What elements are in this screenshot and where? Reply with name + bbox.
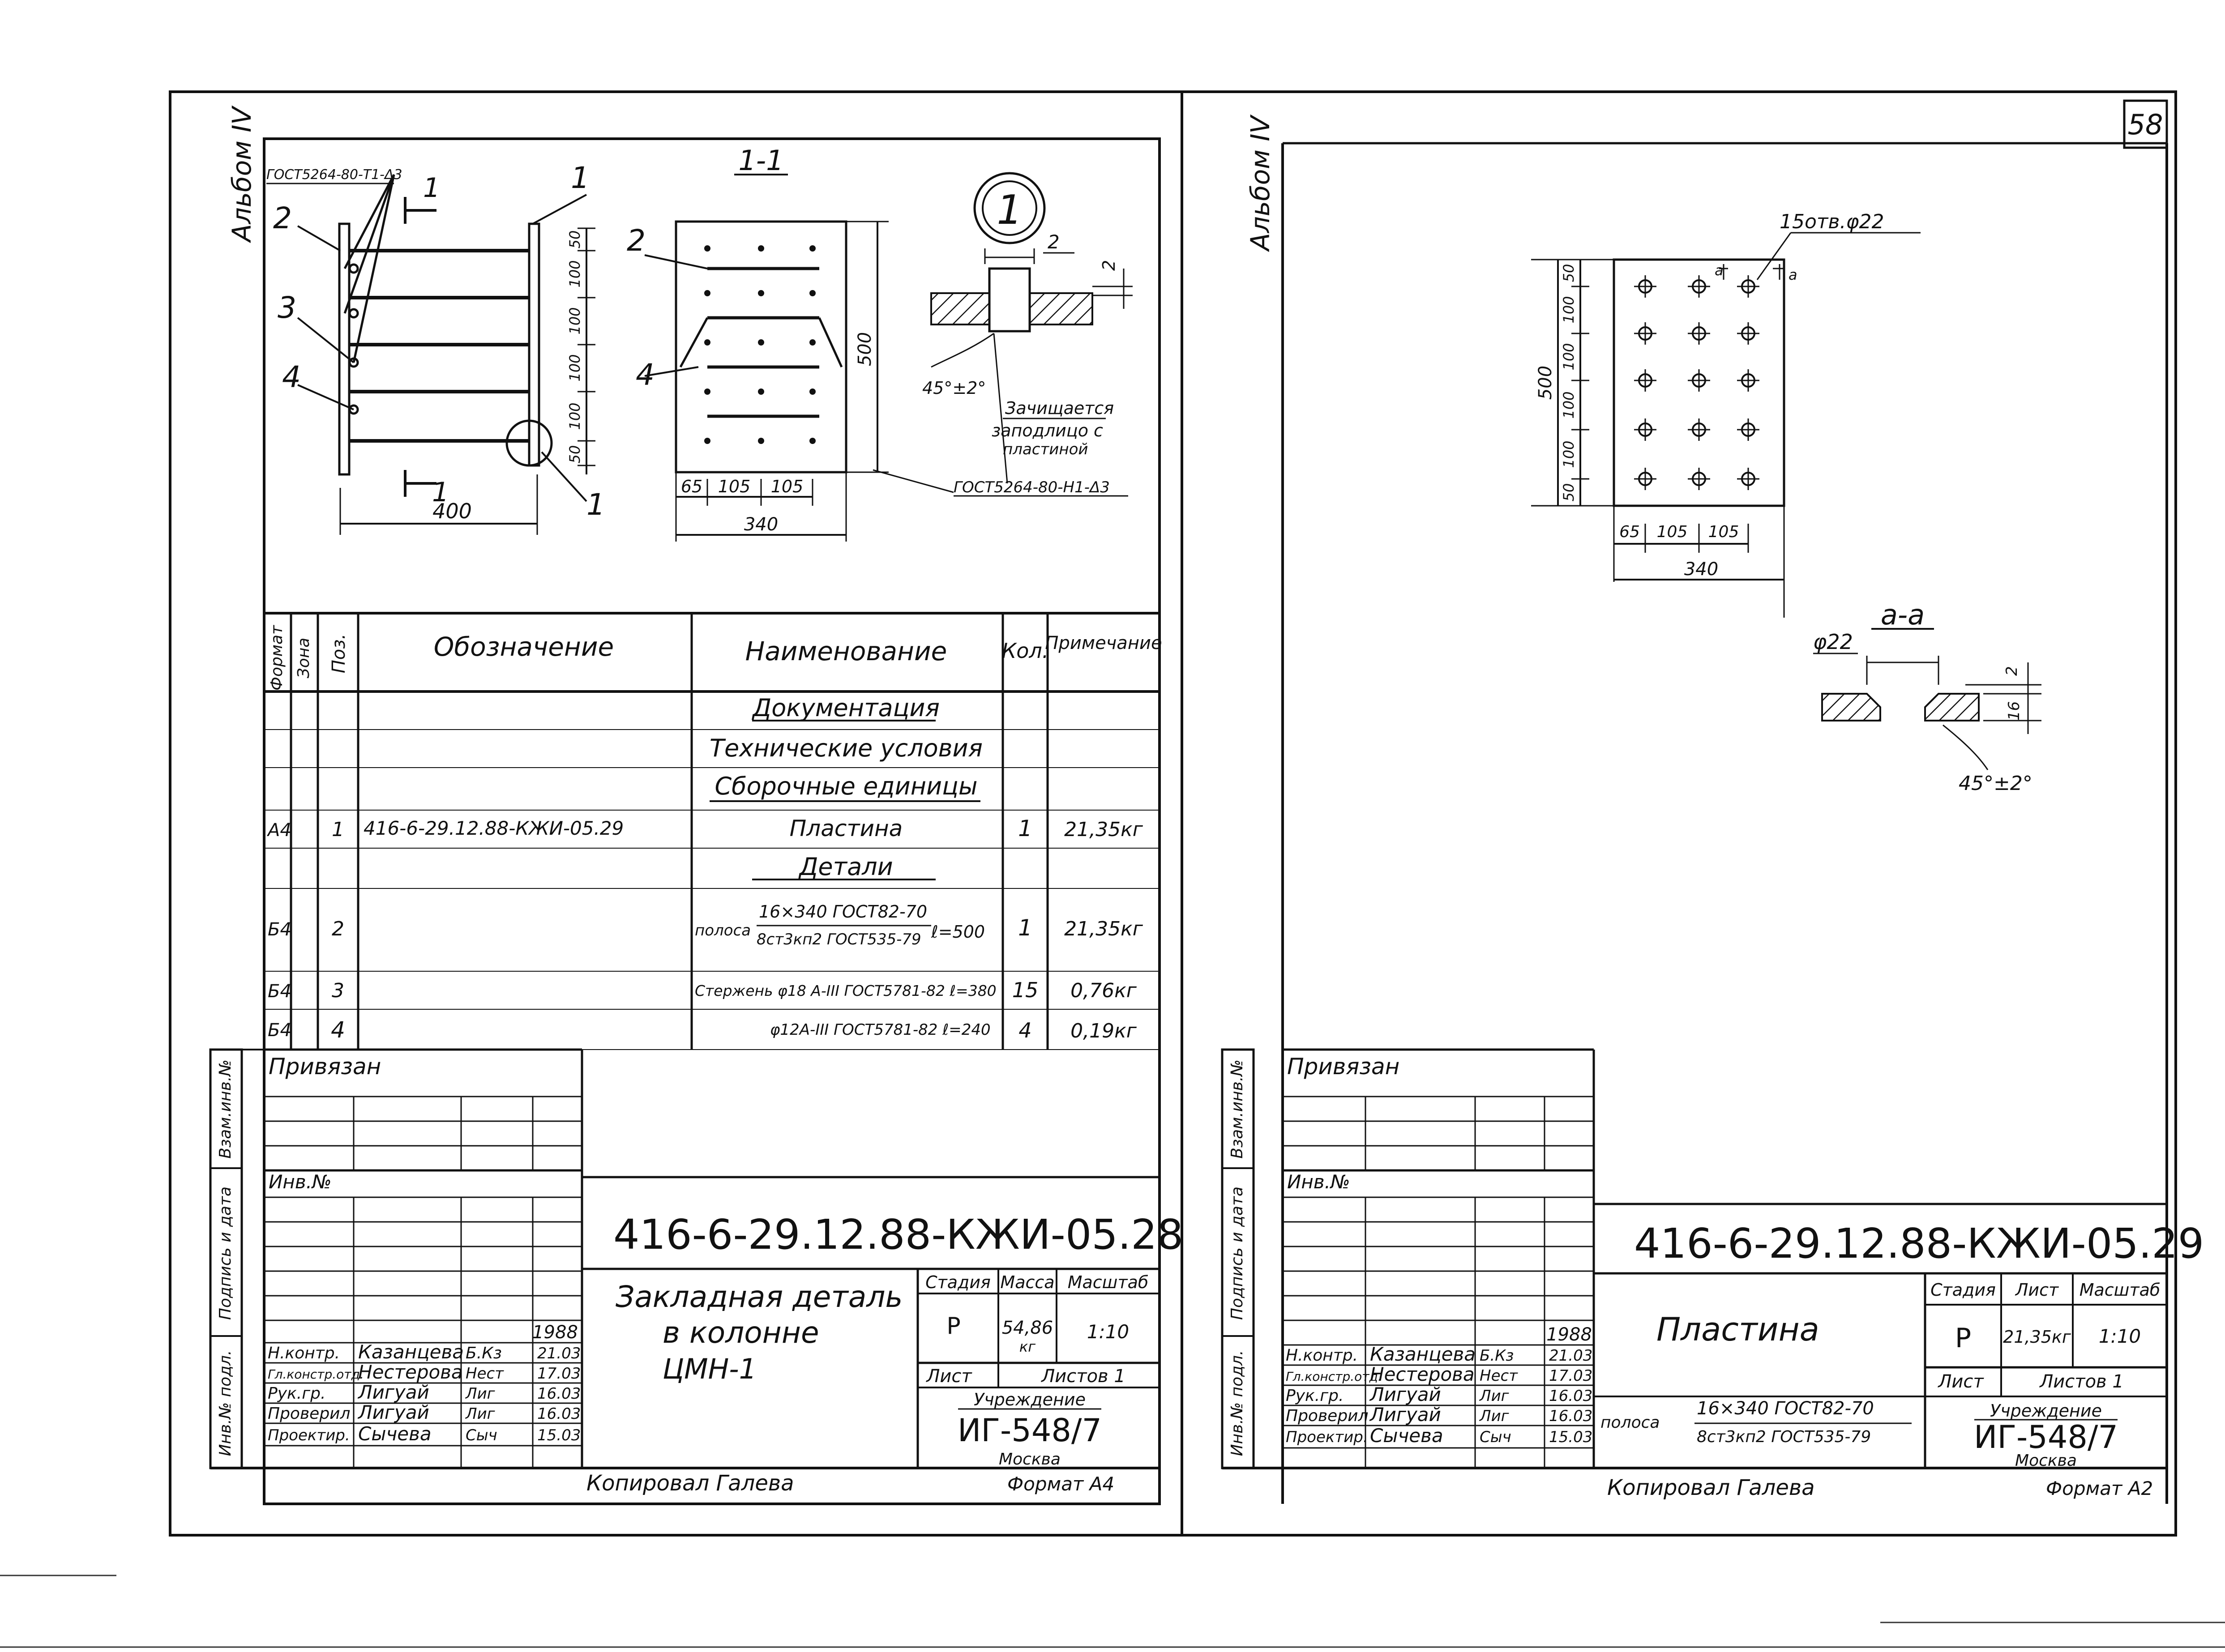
pos-label-4: 4 (282, 360, 301, 394)
row1-name: Пластина (789, 815, 903, 841)
section-dim-105b: 105 (770, 477, 804, 496)
right-scale-header: Масштаб (2079, 1280, 2161, 1300)
left-staff-0-role: Н.контр. (268, 1344, 340, 1362)
right-staff-3-role: Проверил (1286, 1407, 1369, 1425)
mark-a-right: а (1789, 266, 1797, 283)
left-staff-rows (268, 1341, 581, 1445)
row3-qty: 15 (1012, 978, 1039, 1002)
row2-name-top: 16×340 ГОСТ82-70 (759, 902, 928, 922)
right-sheet-header: Лист (2015, 1280, 2059, 1300)
dim-v-2: 100 (566, 307, 583, 335)
weld-note-bottom: ГОСТ5264-80-Н1-Δ3 (954, 478, 1110, 496)
right-stage-header: Стадия (1930, 1280, 1996, 1300)
right-material-prefix: полоса (1600, 1413, 1660, 1432)
row1-designation: 416-6-29.12.88-КЖИ-05.29 (364, 817, 624, 839)
left-staff-0-date: 21.03 (537, 1345, 581, 1362)
right-org: ИГ-548/7 (1973, 1419, 2118, 1456)
section-dim-340: 340 (744, 514, 779, 535)
sec-tech-conditions: Технические условия (709, 734, 983, 762)
row4-name: φ12А-III ГОСТ5781-82 ℓ=240 (770, 1021, 991, 1039)
row2-pos: 2 (332, 918, 344, 940)
spec-row-2 (268, 902, 1143, 948)
right-inv-no: Инв.№ (1287, 1171, 1350, 1193)
left-album-label: Альбом IV (227, 107, 257, 242)
right-staff-4-sign: Сыч (1480, 1428, 1511, 1446)
right-material-top: 16×340 ГОСТ82-70 (1697, 1398, 1874, 1419)
right-sheets: Листов 1 (2040, 1371, 2124, 1392)
detail-note-3: пластиной (1003, 440, 1088, 458)
left-staff-1-role: Гл.констр.отд. (268, 1367, 364, 1382)
right-staff-3-name: Лигуай (1370, 1404, 1441, 1426)
spec-row-3 (268, 978, 1137, 1002)
left-staff-3-sign: Лиг (466, 1405, 495, 1423)
left-copied: Копировал Галева (586, 1471, 794, 1496)
left-staff-3-name: Лигуай (358, 1401, 429, 1423)
right-doc-code: 416-6-29.12.88-КЖИ-05.29 (1634, 1220, 2204, 1268)
plate-view (1531, 210, 1921, 618)
right-staff-3-date: 16.03 (1549, 1407, 1593, 1425)
plate-dim-500: 500 (1535, 365, 1556, 400)
left-mass-unit: кг (1019, 1338, 1036, 1355)
left-mass: 54,86 (1001, 1318, 1053, 1338)
right-title-block (1222, 1050, 2204, 1500)
right-staff-2-name: Лигуай (1370, 1383, 1441, 1405)
plate-dim-v-1: 100 (1560, 296, 1577, 324)
left-city: Москва (999, 1450, 1061, 1468)
right-format: Формат А2 (2046, 1477, 2153, 1499)
left-doc-code: 416-6-29.12.88-КЖИ-05.28 (613, 1211, 1184, 1259)
right-staff-2-role: Рук.гр. (1286, 1387, 1344, 1405)
left-sheet (210, 105, 1183, 1504)
plate-dim-v-3: 100 (1560, 391, 1577, 419)
section-mark-top: 1 (423, 172, 441, 204)
left-staff-0-sign: Б.Кз (466, 1344, 502, 1362)
section-dim-500: 500 (855, 332, 875, 367)
sec-assembly: Сборочные единицы (715, 772, 978, 800)
right-album-label: Альбом IV (1245, 115, 1275, 251)
section-pos-2: 2 (627, 223, 646, 258)
row2-name-prefix: полоса (695, 922, 751, 939)
sec-details: Детали (799, 853, 893, 881)
right-mass: 21,35кг (2003, 1327, 2071, 1347)
right-staff-4-role: Проектир. (1286, 1428, 1368, 1446)
left-staff-1-date: 17.03 (537, 1365, 581, 1383)
row4-format: Б4 (268, 1020, 291, 1041)
left-staff-2-role: Рук.гр. (268, 1384, 326, 1403)
left-staff-1-name: Нестерова (358, 1361, 463, 1383)
right-material-bottom: 8ст3кп2 ГОСТ535-79 (1697, 1428, 1871, 1446)
row1-note: 21,35кг (1064, 818, 1143, 841)
row1-pos: 1 (332, 818, 344, 841)
section-dim-105a: 105 (718, 477, 751, 496)
dim-400: 400 (432, 499, 472, 523)
row3-format: Б4 (268, 981, 291, 1002)
row4-pos: 4 (331, 1017, 345, 1043)
right-privyazan: Привязан (1287, 1054, 1400, 1080)
right-org-label: Учреждение (1990, 1401, 2102, 1421)
section-a-a (1813, 598, 2041, 795)
right-side-label-0: Взам.инв.№ (1228, 1059, 1246, 1159)
row4-note: 0,19кг (1070, 1020, 1137, 1042)
section-angle: 45°±2° (1959, 772, 2032, 795)
left-title-2: в колонне (663, 1315, 819, 1350)
left-side-label-2: Инв.№ подл. (216, 1350, 235, 1456)
right-stage: Р (1955, 1323, 1972, 1354)
right-staff-rows (1286, 1343, 1592, 1447)
mark-a-left: а (1715, 262, 1724, 279)
left-staff-4-role: Проектир. (268, 1426, 350, 1444)
left-side-label-1: Подпись и дата (216, 1186, 235, 1320)
left-staff-0-name: Казанцева (358, 1341, 464, 1363)
detail-note-2: заподлицо с (992, 421, 1103, 440)
left-stage-header: Стадия (925, 1272, 991, 1292)
right-side-label-1: Подпись и дата (1228, 1186, 1246, 1320)
left-staff-2-name: Лигуай (358, 1381, 429, 1403)
detail-note-1: Зачищается (1005, 398, 1114, 418)
hdr-zone: Зона (295, 637, 313, 679)
detail-dim-2a: 2 (1048, 231, 1060, 253)
left-staff-1-sign: Нест (466, 1365, 504, 1383)
right-staff-3-sign: Лиг (1480, 1407, 1509, 1425)
pos-label-2: 2 (273, 201, 292, 235)
plate-dim-65: 65 (1619, 523, 1640, 541)
holes-note: 15отв.φ22 (1780, 210, 1884, 233)
row3-pos: 3 (332, 979, 344, 1002)
left-staff-4-sign: Сыч (466, 1426, 497, 1444)
row2-format: Б4 (268, 919, 291, 940)
section-hole-dia: φ22 (1813, 630, 1853, 654)
left-staff-3-role: Проверил (268, 1404, 351, 1423)
left-sheet: Лист (926, 1366, 972, 1387)
right-staff-1-date: 17.03 (1549, 1367, 1593, 1385)
plate-holes (1639, 280, 1754, 485)
row2-name-bottom: 8ст3кп2 ГОСТ535-79 (757, 931, 921, 948)
right-sheet (1222, 114, 2204, 1504)
plate-dim-v-4: 100 (1560, 440, 1577, 468)
left-title-block (210, 1050, 1183, 1496)
row2-qty: 1 (1018, 915, 1032, 941)
left-privyazan: Привязан (269, 1054, 381, 1080)
section-title-1-1: 1-1 (738, 144, 784, 177)
section-dim-2: 2 (2003, 666, 2021, 676)
left-org: ИГ-548/7 (957, 1412, 1102, 1449)
row3-name: Стержень φ18 А-III ГОСТ5781-82 ℓ=380 (695, 982, 997, 999)
left-sheets: Листов 1 (1041, 1366, 1125, 1387)
detail-dim-2b: 2 (1099, 260, 1119, 271)
left-stage: Р (946, 1313, 961, 1340)
right-staff-2-date: 16.03 (1549, 1387, 1593, 1405)
left-staff-2-sign: Лиг (466, 1385, 495, 1403)
row3-note: 0,76кг (1070, 979, 1137, 1002)
right-city: Москва (2015, 1451, 2077, 1470)
plate-dim-105b: 105 (1708, 523, 1739, 541)
right-staff-2-sign: Лиг (1480, 1387, 1509, 1405)
left-staff-4-name: Сычева (358, 1423, 432, 1445)
plate-dim-v-5: 50 (1560, 483, 1577, 502)
right-title: Пластина (1656, 1311, 1819, 1348)
right-staff-0-name: Казанцева (1370, 1343, 1476, 1365)
scan-noise (0, 1575, 2225, 1647)
plate-dim-105a: 105 (1656, 523, 1688, 541)
right-side-label-2: Инв.№ подл. (1228, 1350, 1246, 1456)
right-scale: 1:10 (2098, 1325, 2141, 1347)
row1-format: А4 (268, 820, 291, 841)
plate-dim-340: 340 (1684, 559, 1719, 580)
detail-angle: 45°±2° (922, 378, 986, 398)
left-format: Формат А4 (1007, 1473, 1115, 1495)
plate-dim-v-2: 100 (1560, 343, 1577, 371)
left-title-3: ЦМН-1 (663, 1353, 757, 1385)
spec-row-1 (266, 815, 1143, 841)
section-1-1 (627, 144, 889, 542)
section-mark-bottom: 1 (432, 477, 449, 508)
pos-label-3: 3 (278, 290, 296, 325)
hdr-qty: Кол. (1001, 639, 1049, 663)
section-pos-4: 4 (636, 358, 655, 392)
left-staff-3-date: 16.03 (537, 1405, 581, 1423)
right-staff-1-role: Гл.констр.отд. (1286, 1369, 1382, 1384)
dim-v-5: 50 (566, 445, 583, 464)
sec-documentation: Документация (753, 694, 940, 722)
row1-qty: 1 (1018, 815, 1032, 841)
left-staff-2-date: 16.03 (537, 1385, 581, 1403)
right-staff-0-role: Н.контр. (1286, 1346, 1358, 1365)
right-staff-4-name: Сычева (1370, 1425, 1443, 1447)
left-org-label: Учреждение (974, 1390, 1086, 1409)
left-scale: 1:10 (1087, 1321, 1130, 1343)
section-a-title: а-а (1880, 598, 1925, 631)
right-sheet: Лист (1938, 1371, 1984, 1392)
row2-note: 21,35кг (1064, 918, 1143, 940)
right-staff-1-sign: Нест (1480, 1367, 1518, 1385)
hdr-format: Формат (268, 625, 286, 691)
pos-label-1-top: 1 (571, 161, 590, 195)
left-mass-header: Масса (1000, 1272, 1055, 1292)
left-scale-header: Масштаб (1067, 1272, 1149, 1292)
hdr-name: Наименование (745, 636, 947, 666)
pos-label-1-bottom: 1 (586, 487, 605, 522)
weld-note-top: ГОСТ5264-80-Т1-Δ3 (266, 167, 402, 183)
page-number: 58 (2127, 108, 2163, 141)
dim-v-0: 50 (566, 230, 583, 249)
right-staff-4-date: 15.03 (1549, 1428, 1593, 1446)
dim-v-1: 100 (566, 260, 583, 288)
left-staff-4-date: 15.03 (537, 1426, 581, 1444)
hdr-note: Примечание (1045, 633, 1162, 653)
left-title-1: Закладная деталь (616, 1280, 903, 1314)
plate-dim-v-0: 50 (1560, 264, 1577, 282)
dim-v-4: 100 (566, 402, 583, 430)
right-staff-1-name: Нестерова (1370, 1363, 1475, 1385)
row4-qty: 4 (1018, 1018, 1032, 1042)
left-year: 1988 (532, 1322, 578, 1343)
hdr-pos: Поз. (329, 633, 349, 674)
right-year: 1988 (1546, 1324, 1592, 1345)
spec-table (264, 613, 1162, 1050)
detail-1 (873, 173, 1133, 496)
section-dim-65: 65 (680, 477, 703, 496)
spec-row-4 (268, 1017, 1137, 1043)
dim-v-3: 100 (566, 354, 583, 382)
right-staff-0-sign: Б.Кз (1480, 1347, 1514, 1365)
hdr-designation: Обозначение (433, 632, 614, 662)
detail-marker: 1 (997, 187, 1023, 234)
left-side-label-0: Взам.инв.№ (216, 1059, 235, 1159)
row2-name-suffix: ℓ=500 (931, 922, 985, 942)
right-copied: Копировал Галева (1607, 1475, 1815, 1500)
section-dim-16: 16 (2005, 701, 2023, 721)
left-inv-no: Инв.№ (269, 1171, 332, 1193)
sheet-outer-frame (170, 92, 2176, 1535)
right-staff-0-date: 21.03 (1549, 1347, 1593, 1365)
elevation-view (266, 161, 605, 535)
